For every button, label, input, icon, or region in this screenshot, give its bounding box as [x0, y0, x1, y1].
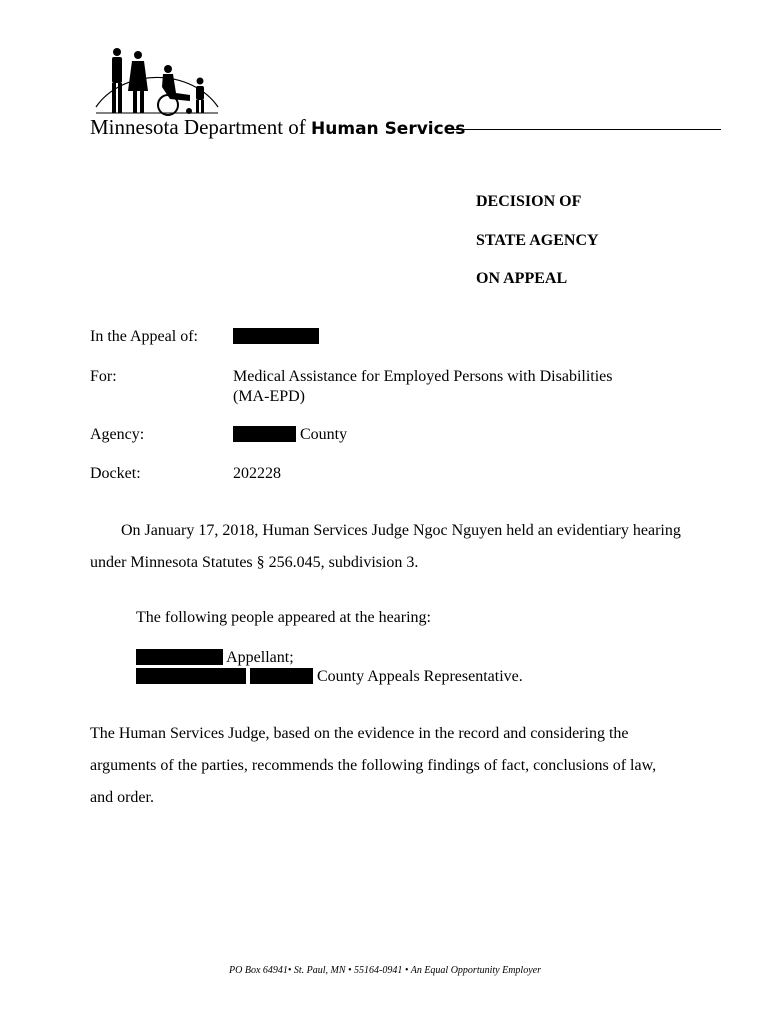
docket-value: 202228 [233, 465, 281, 482]
agency-label: Agency: [90, 426, 145, 443]
title-line-3: ON APPEAL [476, 270, 568, 287]
appearance-role: County Appeals Representative. [317, 668, 523, 685]
title-line-1: DECISION OF [476, 193, 582, 210]
org-name-bold: Human Services [311, 119, 466, 139]
redaction-box [136, 668, 246, 684]
redaction-box [233, 426, 296, 442]
header-rule [453, 129, 721, 130]
redaction-box [136, 649, 223, 665]
appearance-appellant [136, 648, 294, 668]
docket-label: Docket: [90, 465, 141, 482]
program-name-line-1: Medical Assistance for Employed Persons with Disabilities [233, 368, 613, 385]
org-name [90, 114, 465, 142]
recommendation-paragraph: The Human Services Judge, based on the evidence in the record and considering the arguments of the parties, recommends the following findings of fact, conclusions of law, and order. [90, 725, 657, 806]
footer-address: PO Box 64941• St. Paul, MN • 55164-0941 • An Equal Opportunity Employer [229, 965, 541, 976]
appearance-role: Appellant; [226, 649, 294, 666]
appearance-county-rep [136, 667, 523, 687]
agency-value [233, 425, 347, 445]
appeared-heading: The following people appeared at the hearing: [136, 609, 431, 626]
appeal-label: In the Appeal of: [90, 328, 198, 345]
org-name-regular: Minnesota Department of [90, 115, 312, 139]
hearing-paragraph: On January 17, 2018, Human Services Judge Ngoc Nguyen held an evidentiary hearing under Minnesota Statutes § 256.045, subdivision 3. [90, 522, 681, 571]
program-name-line-2: (MA-EPD) [233, 388, 305, 405]
for-label: For: [90, 368, 117, 385]
agency-county: County [300, 426, 348, 443]
dhs-logo-icon [90, 43, 226, 119]
appellant-name [233, 327, 319, 347]
redaction-box [233, 328, 319, 344]
title-line-2: STATE AGENCY [476, 232, 599, 249]
redaction-box [250, 668, 313, 684]
